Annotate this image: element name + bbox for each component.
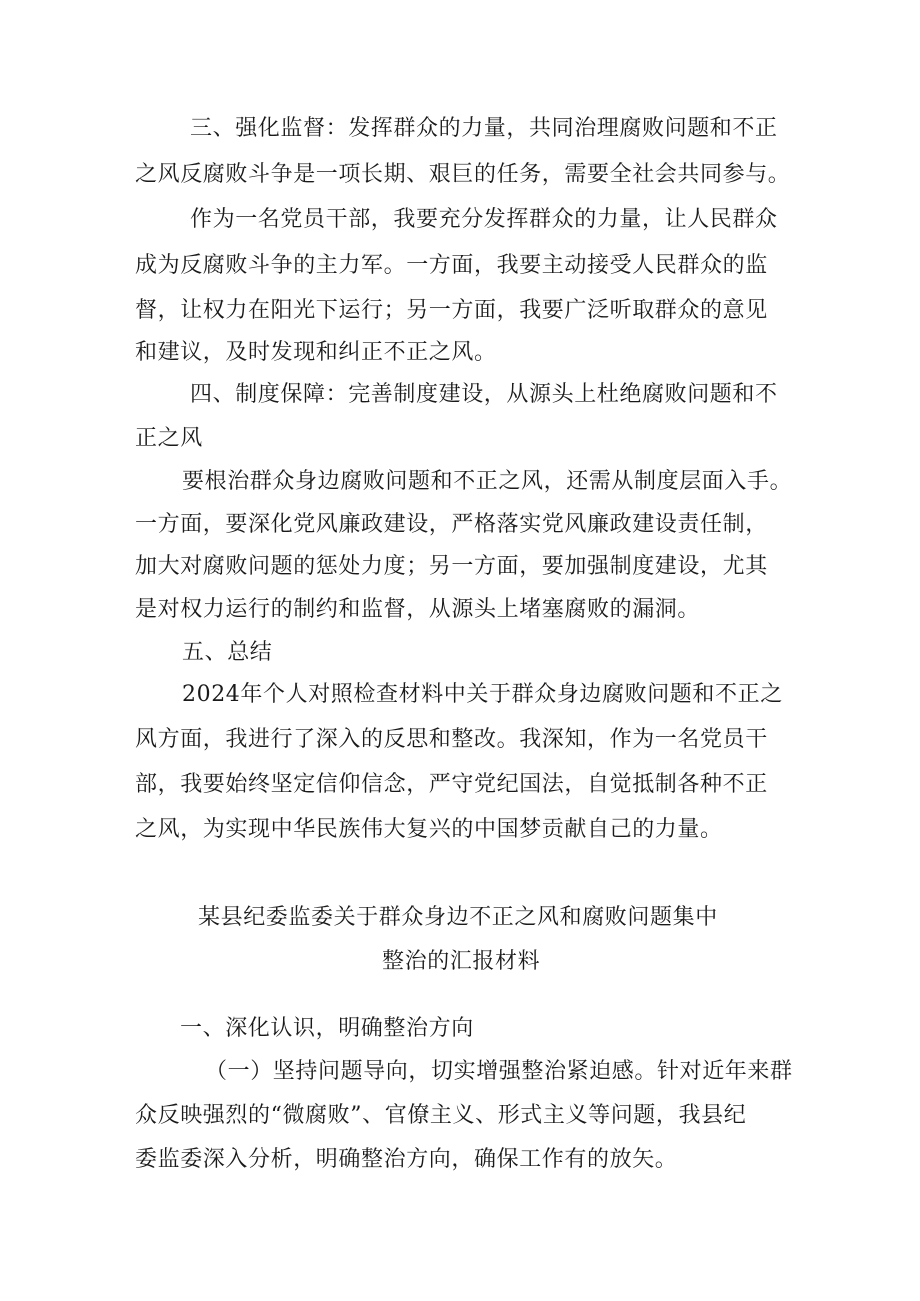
section-heading-line-2: 正之风 bbox=[135, 426, 203, 451]
paragraph-line: 和建议，及时发现和纠正不正之风。 bbox=[135, 340, 497, 365]
report-title-line-2: 整治的汇报材料 bbox=[382, 949, 541, 974]
paragraph-line: 之风，为实现中华民族伟大复兴的中国梦贡献自己的力量。 bbox=[135, 817, 723, 842]
paragraph-line: 众反映强烈的“微腐败”、官僚主义、形式主义等问题，我县纪 bbox=[135, 1103, 747, 1128]
section-heading-line-2: 之风反腐败斗争是一项长期、艰巨的任务，需要全社会共同参与。 bbox=[135, 162, 791, 187]
paragraph-line: 是对权力运行的制约和监督，从源头上堵塞腐败的漏洞。 bbox=[135, 597, 701, 622]
section-heading-line-1: 三、强化监督：发挥群众的力量，共同治理腐败问题和不正 bbox=[190, 116, 778, 141]
paragraph-line: 委监委深入分析，明确整治方向，确保工作有的放矢。 bbox=[135, 1147, 678, 1172]
report-heading: 一、深化认识，明确整治方向 bbox=[180, 1016, 474, 1041]
paragraph-line: 要根治群众身边腐败问题和不正之风，还需从制度层面入手。 bbox=[182, 469, 793, 494]
section-heading-line-1: 四、制度保障：完善制度建设，从源头上杜绝腐败问题和不 bbox=[190, 382, 778, 407]
paragraph-line: 2024年个人对照检查材料中关于群众身边腐败问题和不正之 bbox=[182, 682, 783, 707]
paragraph-line: 风方面，我进行了深入的反思和整改。我深知，作为一名党员干 bbox=[135, 727, 768, 752]
paragraph-line: 一方面，要深化党风廉政建设，严格落实党风廉政建设责任制， bbox=[135, 512, 768, 537]
paragraph-line: 加大对腐败问题的惩处力度；另一方面，要加强制度建设，尤其 bbox=[135, 554, 768, 579]
paragraph-line: 作为一名党员干部，我要充分发挥群众的力量，让人民群众 bbox=[190, 207, 778, 232]
paragraph-line: 督，让权力在阳光下运行；另一方面，我要广泛听取群众的意见 bbox=[135, 298, 768, 323]
section-heading: 五、总结 bbox=[182, 640, 273, 665]
report-title-line-1: 某县纪委监委关于群众身边不正之风和腐败问题集中 bbox=[198, 905, 718, 930]
paragraph-line: 部，我要始终坚定信仰信念，严守党纪国法，自觉抵制各种不正 bbox=[135, 772, 768, 797]
paragraph-line: （一）坚持问题导向，切实增强整治紧迫感。针对近年来群 bbox=[205, 1059, 793, 1084]
paragraph-line: 成为反腐败斗争的主力军。一方面，我要主动接受人民群众的监 bbox=[135, 253, 768, 278]
